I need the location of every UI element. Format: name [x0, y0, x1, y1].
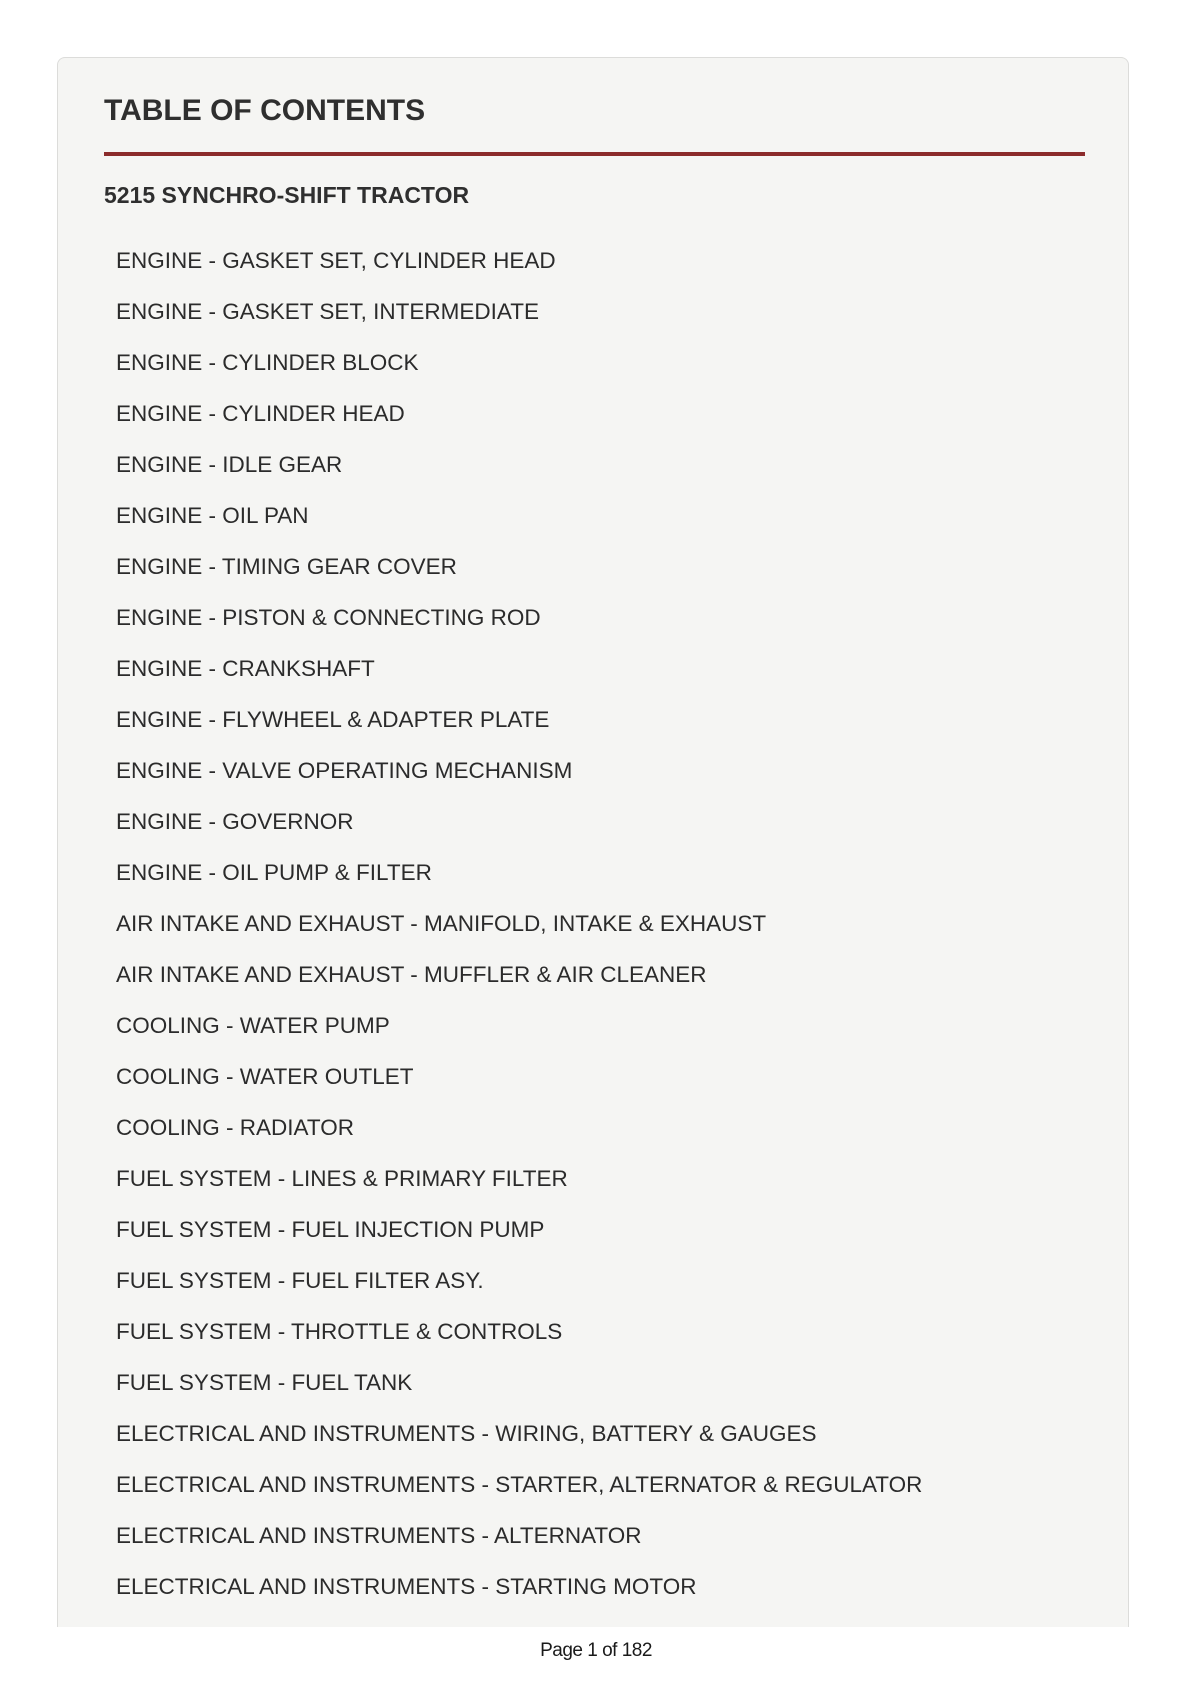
toc-entry[interactable]: ENGINE - VALVE OPERATING MECHANISM: [116, 758, 573, 783]
toc-entry[interactable]: ENGINE - OIL PAN: [116, 503, 309, 528]
toc-entry[interactable]: AIR INTAKE AND EXHAUST - MANIFOLD, INTAKE & EXHAUST: [116, 911, 767, 936]
toc-entry[interactable]: ELECTRICAL AND INSTRUMENTS - STARTING MOTOR: [116, 1574, 697, 1599]
toc-entry[interactable]: ENGINE - PISTON & CONNECTING ROD: [116, 605, 541, 630]
toc-entry[interactable]: ENGINE - FLYWHEEL & ADAPTER PLATE: [116, 707, 550, 732]
toc-entry[interactable]: ENGINE - GASKET SET, INTERMEDIATE: [116, 299, 539, 324]
toc-entry[interactable]: ENGINE - OIL PUMP & FILTER: [116, 860, 432, 885]
toc-entry[interactable]: ELECTRICAL AND INSTRUMENTS - ALTERNATOR: [116, 1523, 642, 1548]
toc-entry[interactable]: FUEL SYSTEM - FUEL INJECTION PUMP: [116, 1217, 545, 1242]
toc-entry[interactable]: FUEL SYSTEM - FUEL FILTER ASY.: [116, 1268, 484, 1293]
toc-entry[interactable]: ENGINE - CYLINDER HEAD: [116, 401, 405, 426]
toc-entry[interactable]: FUEL SYSTEM - THROTTLE & CONTROLS: [116, 1319, 563, 1344]
toc-entry[interactable]: ENGINE - IDLE GEAR: [116, 452, 343, 477]
toc-list: [116, 248, 922, 1625]
page-number: Page 1 of 182: [540, 1640, 652, 1661]
toc-entry[interactable]: ENGINE - GASKET SET, CYLINDER HEAD: [116, 248, 556, 273]
title-divider: [104, 152, 1085, 156]
section-heading: 5215 SYNCHRO-SHIFT TRACTOR: [104, 182, 470, 208]
toc-entry[interactable]: ENGINE - CYLINDER BLOCK: [116, 350, 419, 375]
toc-entry[interactable]: COOLING - WATER PUMP: [116, 1013, 390, 1038]
toc-entry[interactable]: FUEL SYSTEM - LINES & PRIMARY FILTER: [116, 1166, 568, 1191]
toc-entry[interactable]: AIR INTAKE AND EXHAUST - MUFFLER & AIR CLEANER: [116, 962, 707, 987]
toc-title: TABLE OF CONTENTS: [104, 94, 426, 127]
toc-entry[interactable]: ENGINE - TIMING GEAR COVER: [116, 554, 457, 579]
toc-entry[interactable]: FUEL SYSTEM - FUEL TANK: [116, 1370, 413, 1395]
toc-entry[interactable]: COOLING - WATER OUTLET: [116, 1064, 414, 1089]
toc-entry[interactable]: COOLING - RADIATOR: [116, 1115, 354, 1140]
toc-entry[interactable]: ELECTRICAL AND INSTRUMENTS - WIRING, BATTERY & GAUGES: [116, 1421, 817, 1446]
toc-entry[interactable]: ENGINE - GOVERNOR: [116, 809, 354, 834]
toc-entry[interactable]: ENGINE - CRANKSHAFT: [116, 656, 375, 681]
toc-entry[interactable]: ELECTRICAL AND INSTRUMENTS - STARTER, ALTERNATOR & REGULATOR: [116, 1472, 923, 1497]
toc-panel: [57, 57, 1129, 1627]
